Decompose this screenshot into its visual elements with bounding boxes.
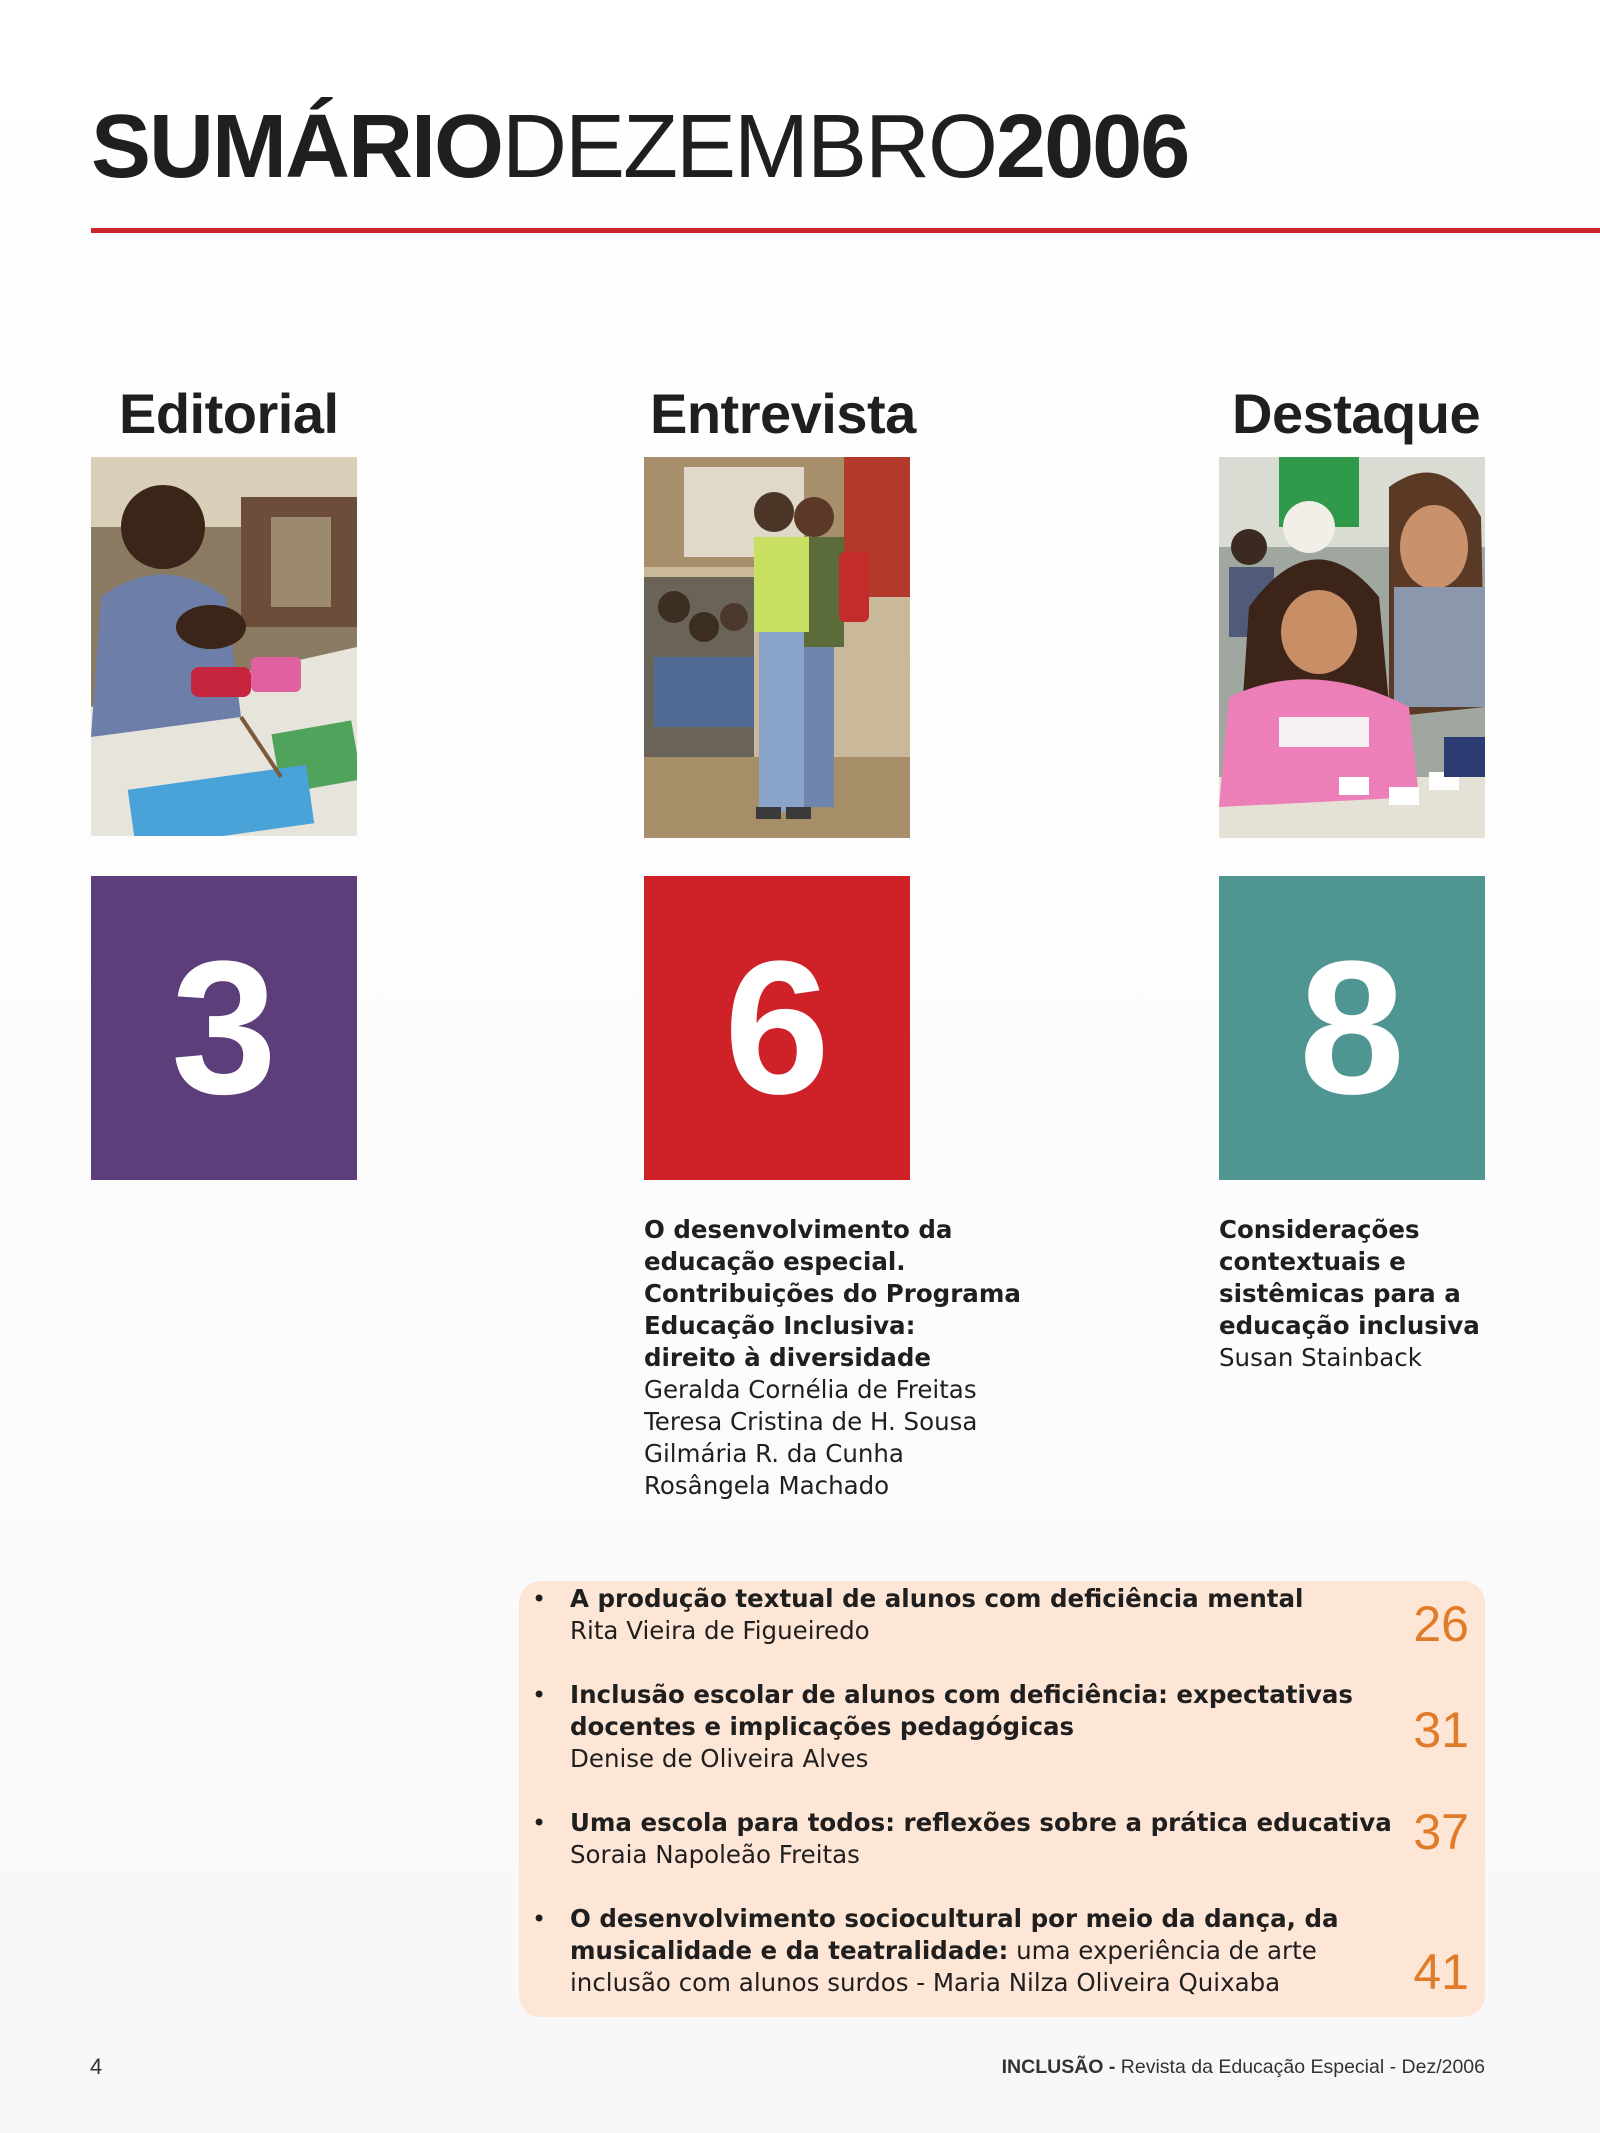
section-heading-editorial: Editorial <box>119 382 339 445</box>
article-author: Denise de Oliveira Alves <box>570 1744 869 1773</box>
entrevista-page-number: 6 <box>724 922 830 1134</box>
article-title-bold: musicalidade e da teatralidade: <box>570 1936 1009 1965</box>
other-articles-box <box>519 1581 1485 2017</box>
article-title-line <box>570 1711 1074 1743</box>
article-title-rest: uma experiência de arte <box>1008 1936 1317 1965</box>
page-title <box>91 97 1189 197</box>
section-heading-destaque: Destaque <box>1232 382 1481 445</box>
destaque-article[interactable] <box>1219 1214 1480 1374</box>
article-title-line <box>570 1807 1392 1839</box>
article-author: Rita Vieira de Figueiredo <box>570 1616 870 1645</box>
article-page-number: 41 <box>1413 1944 1469 2000</box>
destaque-article-title <box>1219 1214 1480 1342</box>
destaque-page-number: 8 <box>1299 922 1405 1134</box>
entrevista-title-line: Contribuições do Programa <box>644 1279 1021 1308</box>
footer-brand: INCLUSÃO - <box>1001 2056 1116 2078</box>
bullet: • <box>532 1809 547 1837</box>
entrevista-article[interactable] <box>644 1214 1021 1502</box>
title-word-month: DEZEMBRO <box>502 97 997 197</box>
author-name: Rosângela Machado <box>644 1471 890 1500</box>
entrevista-photo <box>644 457 910 838</box>
entrevista-authors <box>644 1374 1021 1502</box>
footer-running-title <box>1002 2056 1485 2079</box>
destaque-title-line: Considerações <box>1219 1215 1420 1244</box>
title-divider <box>91 228 1600 233</box>
destaque-photo <box>1219 457 1485 838</box>
destaque-title-line: educação inclusiva <box>1219 1311 1480 1340</box>
article-title-bold: docentes e implicações pedagógicas <box>570 1712 1075 1741</box>
article-title-bold: O desenvolvimento sociocultural por meio da dança, da <box>570 1904 1339 1933</box>
article-title-bold: Inclusão escolar de alunos com deficiência: expectativas <box>570 1680 1353 1709</box>
title-word-sumario: SUMÁRIO <box>91 97 502 197</box>
article-title-line <box>570 1903 1339 1935</box>
article-page-number: 31 <box>1413 1702 1469 1758</box>
editorial-page-box[interactable] <box>91 876 357 1180</box>
entrevista-article-title <box>644 1214 1021 1374</box>
article-title-line <box>570 1679 1353 1711</box>
article-page-number: 26 <box>1413 1596 1469 1652</box>
author-name: Geralda Cornélia de Freitas <box>644 1375 977 1404</box>
editorial-photo <box>91 457 357 836</box>
editorial-page-number: 3 <box>171 922 277 1134</box>
article-author: inclusão com alunos surdos - Maria Nilza Oliveira Quixaba <box>570 1968 1281 1997</box>
title-word-year: 2006 <box>996 97 1189 197</box>
article-page-number: 37 <box>1413 1804 1469 1860</box>
bullet: • <box>532 1681 547 1709</box>
entrevista-title-line: O desenvolvimento da <box>644 1215 953 1244</box>
author-name: Susan Stainback <box>1219 1343 1422 1372</box>
entrevista-title-line: Educação Inclusiva: <box>644 1311 916 1340</box>
article-title-bold: A produção textual de alunos com deficiência mental <box>570 1584 1304 1613</box>
folio-page-number: 4 <box>90 2054 103 2079</box>
entrevista-title-line: direito à diversidade <box>644 1343 931 1372</box>
destaque-page-box[interactable] <box>1219 876 1485 1180</box>
article-title-line <box>570 1583 1303 1615</box>
section-heading-entrevista: Entrevista <box>650 382 916 445</box>
article-title-line <box>570 1935 1317 1967</box>
entrevista-title-line: educação especial. <box>644 1247 906 1276</box>
destaque-title-line: contextuais e <box>1219 1247 1406 1276</box>
entrevista-page-box[interactable] <box>644 876 910 1180</box>
bullet: • <box>532 1905 547 1933</box>
bullet: • <box>532 1585 547 1613</box>
article-title-bold: Uma escola para todos: reflexões sobre a prática educativa <box>570 1808 1392 1837</box>
destaque-authors <box>1219 1342 1480 1374</box>
author-name: Gilmária R. da Cunha <box>644 1439 904 1468</box>
author-name: Teresa Cristina de H. Sousa <box>644 1407 978 1436</box>
article-author: Soraia Napoleão Freitas <box>570 1840 860 1869</box>
footer-text: Revista da Educação Especial - Dez/2006 <box>1115 2056 1485 2078</box>
destaque-title-line: sistêmicas para a <box>1219 1279 1461 1308</box>
